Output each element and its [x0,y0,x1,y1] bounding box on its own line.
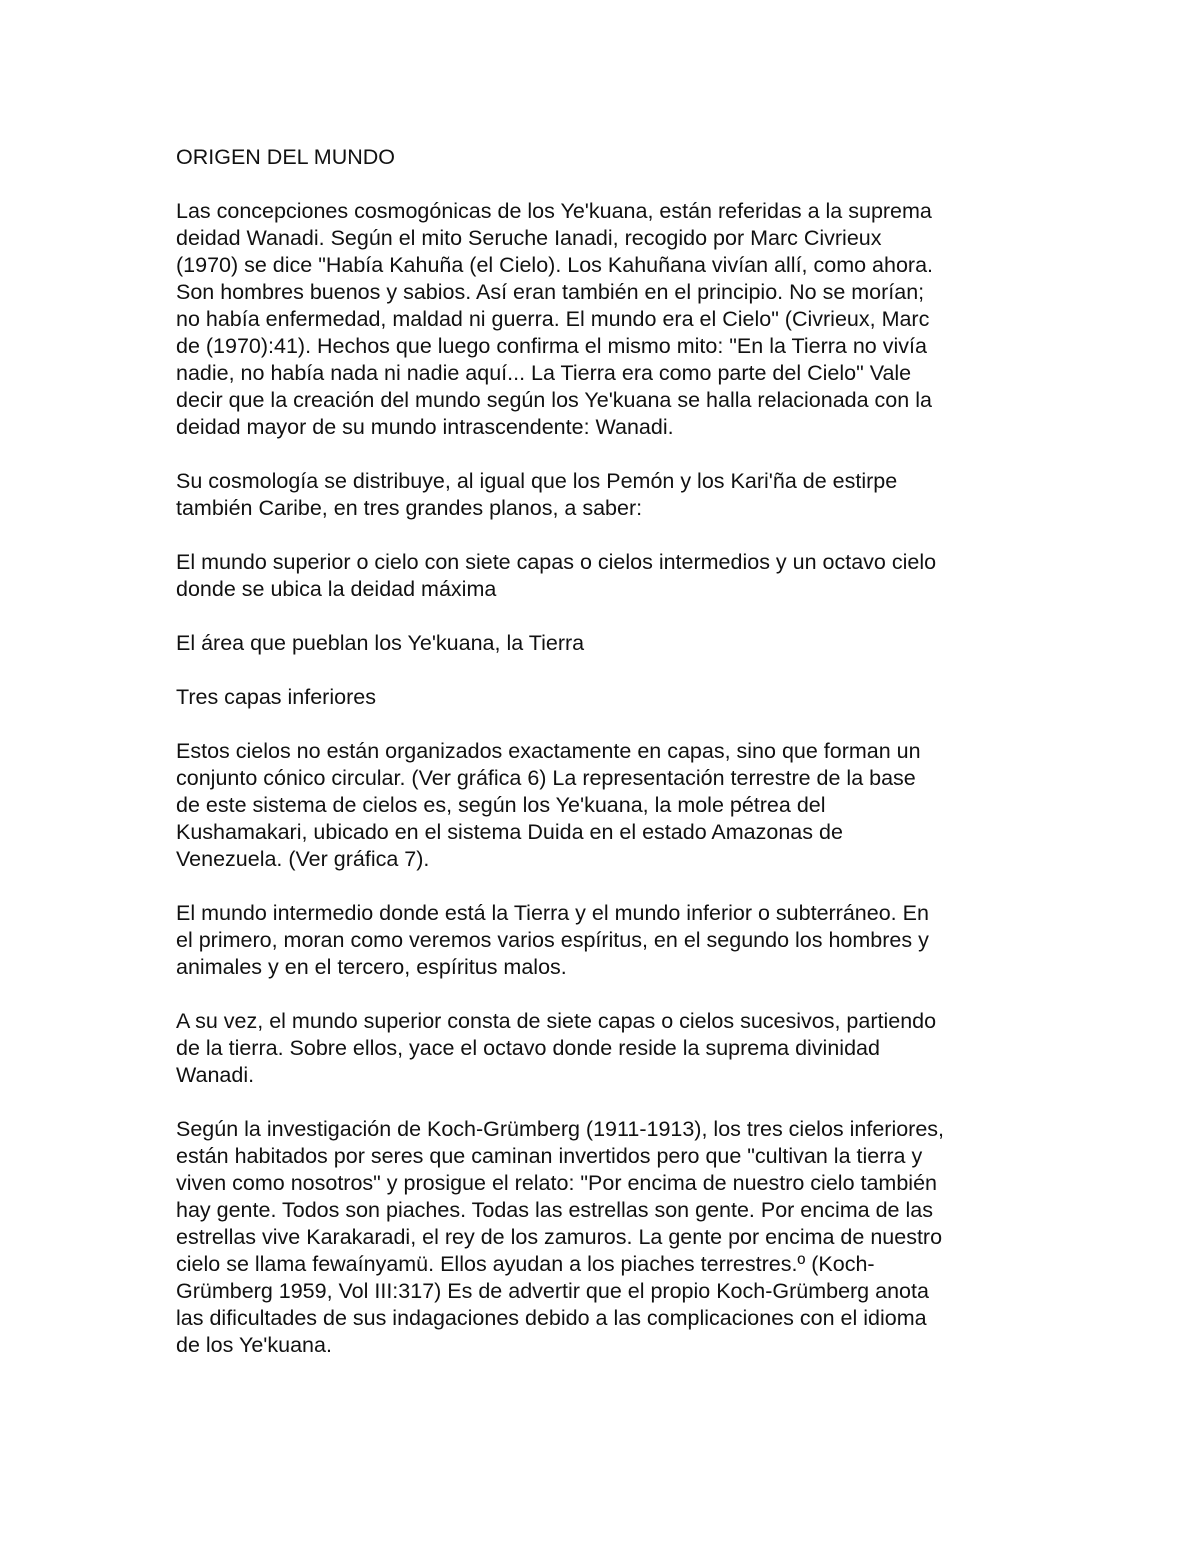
paragraph [176,630,1036,657]
text-line: A su vez, el mundo superior consta de siete capas o cielos sucesivos, partiendo [176,1009,937,1033]
text-line: deidad Wanadi. Según el mito Seruche Ianadi, recogido por Marc Civrieux [176,226,882,250]
text-line: Su cosmología se distribuye, al igual que los Pemón y los Kari'ña de estirpe [176,469,898,493]
paragraph [176,198,1036,441]
text-line: de (1970):41). Hechos que luego confirma el mismo mito: "En la Tierra no vivía [176,334,927,358]
document-body [176,198,1036,1359]
text-line: viven como nosotros" y prosigue el relato: "Por encima de nuestro cielo también [176,1171,937,1195]
paragraph [176,1008,1036,1089]
text-line: deidad mayor de su mundo intrascendente: Wanadi. [176,415,674,439]
text-line: Wanadi. [176,1063,255,1087]
text-line: nadie, no había nada ni nadie aquí... La Tierra era como parte del Cielo" Vale [176,361,912,385]
text-line: El área que pueblan los Ye'kuana, la Tierra [176,631,585,655]
text-line: no había enfermedad, maldad ni guerra. El mundo era el Cielo" (Civrieux, Marc [176,307,930,331]
paragraph [176,738,1036,873]
text-line: El mundo superior o cielo con siete capas o cielos intermedios y un octavo cielo [176,550,937,574]
paragraph [176,549,1036,603]
text-line: Tres capas inferiores [176,685,376,709]
text-line: El mundo intermedio donde está la Tierra y el mundo inferior o subterráneo. En [176,901,929,925]
text-line: (1970) se dice "Había Kahuña (el Cielo). Los Kahuñana vivían allí, como ahora. [176,253,933,277]
text-line: de los Ye'kuana. [176,1333,332,1357]
text-line: están habitados por seres que caminan invertidos pero que "cultivan la tierra y [176,1144,923,1168]
text-line: Son hombres buenos y sabios. Así eran también en el principio. No se morían; [176,280,925,304]
text-line: de la tierra. Sobre ellos, yace el octavo donde reside la suprema divinidad [176,1036,880,1060]
text-line: el primero, moran como veremos varios espíritus, en el segundo los hombres y [176,928,929,952]
text-line: cielo se llama fewaínyamü. Ellos ayudan a los piaches terrestres.º (Koch- [176,1252,875,1276]
text-line: donde se ubica la deidad máxima [176,577,497,601]
text-line: conjunto cónico circular. (Ver gráfica 6) La representación terrestre de la base [176,766,916,790]
text-line: Estos cielos no están organizados exactamente en capas, sino que forman un [176,739,921,763]
text-line: Kushamakari, ubicado en el sistema Duida en el estado Amazonas de [176,820,843,844]
text-line: también Caribe, en tres grandes planos, a saber: [176,496,643,520]
paragraph [176,1116,1036,1359]
paragraph [176,900,1036,981]
text-line: animales y en el tercero, espíritus malos. [176,955,567,979]
text-line: hay gente. Todos son piaches. Todas las estrellas son gente. Por encima de las [176,1198,933,1222]
text-line: estrellas vive Karakaradi, el rey de los zamuros. La gente por encima de nuestro [176,1225,943,1249]
text-line: Las concepciones cosmogónicas de los Ye'kuana, están referidas a la suprema [176,199,932,223]
text-line: Venezuela. (Ver gráfica 7). [176,847,430,871]
text-line: Según la investigación de Koch-Grümberg (1911-1913), los tres cielos inferiores, [176,1117,945,1141]
paragraph [176,684,1036,711]
text-line: las dificultades de sus indagaciones debido a las complicaciones con el idioma [176,1306,927,1330]
paragraph [176,468,1036,522]
text-line: de este sistema de cielos es, según los Ye'kuana, la mole pétrea del [176,793,826,817]
text-line: Grümberg 1959, Vol III:317) Es de advertir que el propio Koch-Grümberg anota [176,1279,929,1303]
document-title: ORIGEN DEL MUNDO [176,145,395,169]
text-line: decir que la creación del mundo según los Ye'kuana se halla relacionada con la [176,388,932,412]
document-page [176,144,1036,1386]
